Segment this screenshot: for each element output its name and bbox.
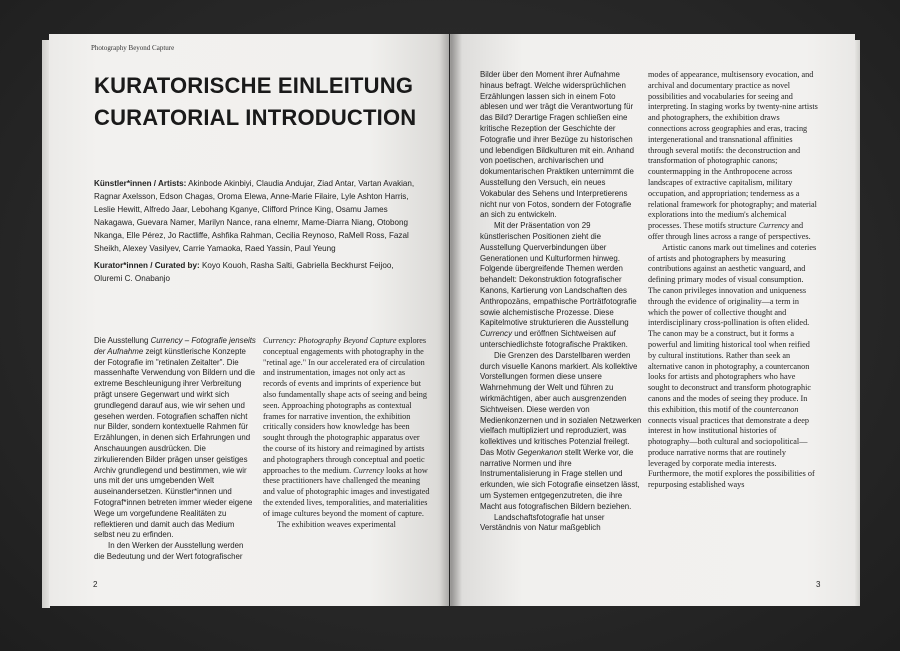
curator-list bbox=[94, 260, 424, 286]
right-page bbox=[450, 34, 855, 606]
paragraph: modes of appearance, multisensory evocation, and archival and documentary practice as novel possibilities and vocabularies for seeing and interpreting. In staging works by twenty-nine artists and photographers, the exhibition draws connections across geographies and eras, tracing intergenerational and transnational affinities through several motifs: the deconstruction and transformation of photographic canons; countermapping in the Anthropocene across landscapes of extractive capitalism, military occupation, and appropriation; tenderness as a relational framework for photography; and material explorations into the medium's alchemical processes. These motifs structure Currency and offer through lines across a range of perspectives. bbox=[648, 70, 818, 241]
page-title bbox=[94, 70, 434, 134]
title-english: CURATORIAL INTRODUCTION bbox=[94, 105, 417, 130]
german-column-1 bbox=[94, 336, 256, 563]
artist-list bbox=[94, 178, 424, 255]
german-column-2 bbox=[480, 70, 642, 534]
paragraph: In den Werken der Ausstellung werden die Bedeutung und der Wert fotografischer bbox=[94, 541, 244, 561]
spine-shadow bbox=[440, 34, 462, 606]
curator-names: Koyo Kouoh, Rasha Salti, Gabriella Beckhurst Feijoo, Oluremi C. Onabanjo bbox=[94, 261, 394, 283]
english-column-2 bbox=[648, 70, 818, 491]
left-page bbox=[49, 34, 449, 606]
paragraph: Artistic canons mark out timelines and coteries of artists and photographers by measuring contributions against an aesthetic vanguard, and defining primary modes of visual consumption. The canon privileges innovation and uniqueness through the evidence of originality—a term in which the power of collective thought and interdisciplinary cross-pollination is often elided. The canon may be a construct, but it forms a powerful and limiting historical tool when reified by cultural institutions. Rather than seek an alternative canon in photography, a countercanon looks for artists and photographers who have sought to deconstruct and transform photographic canons and the modes of seeing they produce. In this exhibition, this motif of the countercanon connects visual practices that demonstrate a deep interest in how institutional histories of photography—both cultural and sociopolitical—produce narrative norms that are routinely leveraged by corporate media interests. Furthermore, the motif explores the possibilities of repurposing established ways bbox=[648, 242, 817, 490]
paragraph: Die Grenzen des Darstellbaren werden durch visuelle Kanons markiert. Als kollektive Vorstellungen formen diese unsere Wahrnehmung der Welt und führen zu wirkmächtigen, aber auch ausgrenzenden Sichtweisen. Diese werden von Medienkonzernen und in sozialen Netzwerken vielfach multipliziert und reproduziert, was kollektives und kritisches Potenzial freilegt. Das Motiv Gegenkanon stellt Werke vor, die narrative Normen und ihre Instrumentalisierung in Frage stellen und erkunden, wie sich Fotografie einsetzen lässt, um Systemen entgegenzutreten, die ihre Macht aus fotografischen Bildern beziehen. bbox=[480, 350, 642, 511]
artist-names: Akinbode Akinbiyi, Claudia Andujar, Ziad Antar, Vartan Avakian, Ragnar Axelsson, Edson Chagas, Oroma Elewa, Anne-Marie Filaire, Lyle Ashton Harris, Leslie Hewitt, Alfredo Jaar, Lebohang Kganye, Clifford Prince King, Osamu James Nakagawa, Guevara Namer, Marilyn Nance, rana elnemr, Mame-Diarra Niang, Otobong Nkanga, Elle Pérez, Jo Ractliffe, Ashfika Rahman, Cecilia Reynoso, RaMell Ross, Fazal Sheikh, Alexey Vasilyev, Carrie Yamaoka, Raed Yassin, Paul Yeung bbox=[94, 179, 415, 253]
paragraph: Currency: Photography Beyond Capture explores conceptual engagements with photography in the "retinal age." In our accelerated era of circulation and instrumentation, images not only act as records of events and imprints of experience but also fundamentally shape acts of seeing and being seen. Approaching photographs as contextual frames for narrative invention, the exhibition critically considers how knowledge has been sought through the photographic apparatus over the course of its history and reimagined by artists and photographers through conceptual and poetic approaches to the medium. Currency looks at how these practitioners have challenged the meaning and value of photographic images and investigated the extended lives, temporalities, and materialities of image cultures beyond the moment of capture. bbox=[263, 336, 430, 518]
title-german: KURATORISCHE EINLEITUNG bbox=[94, 73, 414, 98]
paragraph: Landschaftsfotografie hat unser Verständnis von Natur maßgeblich bbox=[480, 512, 605, 533]
page-number-right: 3 bbox=[816, 580, 821, 589]
artist-list-label: Künstler*innen / Artists: bbox=[94, 179, 187, 188]
running-head: Photography Beyond Capture bbox=[91, 44, 175, 52]
curator-list-label: Kurator*innen / Curated by: bbox=[94, 261, 200, 270]
paragraph: Bilder über den Moment ihrer Aufnahme hinaus befragt. Welche widersprüchlichen Erzählungen lassen sich in einem Foto ablesen und wer trägt die Verantwortung für das Bild? Derartige Fragen schließen eine kritische Rezeption der Geschichte der Fotografie und ihrer Bezüge zu historischen und lebendigen Bildkulturen mit ein. Anhand von poetischen, archivarischen und dokumentarischen Praktiken unternimmt die Ausstellung den Versuch, ein neues Vokabular des Sehens und Interpretierens nicht nur von Fotos, sondern der Fotografie an sich zu entwickeln. bbox=[480, 70, 634, 220]
paragraph: Die Ausstellung Currency – Fotografie jenseits der Aufnahme zeigt künstlerische Konzepte der Fotografie im "retinalen Zeitalter". Die massenhafte Verwendung von Bildern und die extreme Beschleunigung ihrer Verbreitung prägt unsere Gegenwart und wirkt sich grundlegend darauf aus, wie wir sehen und gesehen werden. Fotografien schaffen nicht nur Bilder, sondern kontextuelle Rahmen für Erzählungen, in denen sich Erfahrungen und Anschauungen ausdrücken. Die zirkulierenden Bilder prägen unser geistiges Archiv grundlegend und bestimmen, wie wir uns mit der uns umgebenden Welt auseinandersetzen. Künstler*innen und Fotograf*innen betreten immer wieder eigene Wege um vorgefundene Realitäten zu reflektieren und damit auch das Medium selbst neu zu erfinden. bbox=[94, 336, 256, 540]
page-stack-edge-right bbox=[855, 40, 860, 606]
paragraph: The exhibition weaves experimental bbox=[277, 519, 396, 529]
page-number-left: 2 bbox=[93, 580, 98, 589]
paragraph: Mit der Präsentation von 29 künstlerischen Positionen zieht die Ausstellung Querverbindungen über Generationen und Kulturformen hinweg. Folgende übergreifende Themen werden behandelt: Dekonstruktion fotografischer Kanons, Kartierung von Landschaften des Anthropozäns, empathische Porträtfotografie sowie alchemistische Prozesse. Diese Kapitelmotive strukturieren die Ausstellung Currency und eröffnen Sichtweisen auf unterschiedlichste fotografische Praktiken. bbox=[480, 221, 637, 349]
english-column-1 bbox=[263, 336, 431, 530]
